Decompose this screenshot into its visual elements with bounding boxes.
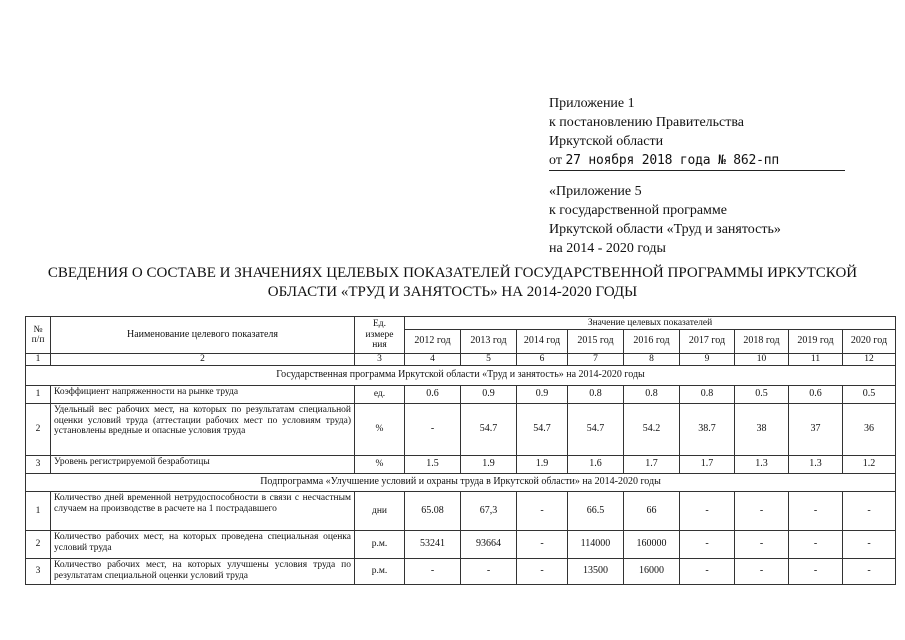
indicator-value: - xyxy=(789,531,843,559)
row-number: 1 xyxy=(26,492,51,531)
indicator-value: 1.7 xyxy=(680,456,735,474)
indicator-name: Коэффициент напряженности на рынке труда xyxy=(51,386,355,404)
indicator-unit: ед. xyxy=(355,386,405,404)
indicator-value: 0.8 xyxy=(568,386,624,404)
indicator-value: - xyxy=(405,559,461,585)
header-unit: Ед. измере ния xyxy=(355,317,405,354)
indicator-value: 1.2 xyxy=(843,456,896,474)
header-year: 2015 год xyxy=(568,330,624,354)
appendix-1-title: Приложение 1 xyxy=(549,96,635,111)
indicator-name: Уровень регистрируемой безработицы xyxy=(51,456,355,474)
indicator-value: 0.8 xyxy=(680,386,735,404)
indicator-value: - xyxy=(517,559,568,585)
decree-line xyxy=(549,151,845,171)
indicator-value: 1.3 xyxy=(735,456,789,474)
decree-date-number: 27 ноября 2018 года № 862-пп xyxy=(565,153,779,168)
indicator-value: 54.2 xyxy=(624,404,680,456)
indicator-value: - xyxy=(680,492,735,531)
indicator-value: 1.9 xyxy=(517,456,568,474)
indicator-value: 0.6 xyxy=(789,386,843,404)
header-year: 2012 год xyxy=(405,330,461,354)
appendix-1-decree xyxy=(549,151,845,171)
column-number: 12 xyxy=(843,354,896,366)
indicator-value: 16000 xyxy=(624,559,680,585)
indicator-value: 13500 xyxy=(568,559,624,585)
column-number: 2 xyxy=(51,354,355,366)
indicator-unit: р.м. xyxy=(355,559,405,585)
header-year: 2017 год xyxy=(680,330,735,354)
column-number: 3 xyxy=(355,354,405,366)
indicator-value: - xyxy=(843,492,896,531)
indicator-value: 37 xyxy=(789,404,843,456)
decree-from-prefix: от xyxy=(549,153,562,168)
indicator-value: 0.9 xyxy=(461,386,517,404)
indicator-value: - xyxy=(405,404,461,456)
indicator-name: Количество рабочих мест, на которых улучшены условия труда по результатам специальной оценки условий труда xyxy=(51,559,355,585)
document-title-line2: ОБЛАСТИ «ТРУД И ЗАНЯТОСТЬ» НА 2014-2020 ГОДЫ xyxy=(267,284,638,300)
header-num: № п/п xyxy=(26,317,51,354)
indicator-value: 54.7 xyxy=(568,404,624,456)
indicator-unit: % xyxy=(355,456,405,474)
document-title xyxy=(20,264,885,302)
indicator-value: 1.3 xyxy=(789,456,843,474)
appendix-5-line3: Иркутской области «Труд и занятость» xyxy=(549,222,781,237)
indicator-value: - xyxy=(735,492,789,531)
indicator-value: 38.7 xyxy=(680,404,735,456)
row-number: 3 xyxy=(26,456,51,474)
table-row xyxy=(26,492,896,531)
appendix-5-line2: к государственной программе xyxy=(549,203,727,218)
document-title-line1: СВЕДЕНИЯ О СОСТАВЕ И ЗНАЧЕНИЯХ ЦЕЛЕВЫХ ПОКАЗАТЕЛЕЙ ГОСУДАРСТВЕННОЙ ПРОГРАММЫ ИРКУТСКОЙ xyxy=(47,265,858,281)
indicator-value: - xyxy=(680,531,735,559)
indicator-value: - xyxy=(843,559,896,585)
indicator-name: Количество рабочих мест, на которых проведена специальная оценка условий труда xyxy=(51,531,355,559)
section-row xyxy=(26,474,896,492)
indicator-unit: % xyxy=(355,404,405,456)
indicator-value: 0.8 xyxy=(624,386,680,404)
column-number: 7 xyxy=(568,354,624,366)
table-row xyxy=(26,531,896,559)
indicator-value: 66.5 xyxy=(568,492,624,531)
indicator-value: 0.5 xyxy=(843,386,896,404)
indicator-value: 36 xyxy=(843,404,896,456)
section-row xyxy=(26,366,896,386)
appendix-5-block xyxy=(549,182,781,258)
table-row xyxy=(26,456,896,474)
column-number: 10 xyxy=(735,354,789,366)
indicators-table xyxy=(25,316,896,585)
column-number: 6 xyxy=(517,354,568,366)
indicator-value: - xyxy=(517,492,568,531)
column-number: 1 xyxy=(26,354,51,366)
column-number: 11 xyxy=(789,354,843,366)
row-number: 2 xyxy=(26,531,51,559)
header-year: 2018 год xyxy=(735,330,789,354)
appendix-5-line4: на 2014 - 2020 годы xyxy=(549,241,666,256)
indicator-name: Удельный вес рабочих мест, на которых по результатам специальной оценки условий труда (аттестации рабочих мест по условиям труда) установлены вредные и опасные условия труда xyxy=(51,404,355,456)
indicator-value: - xyxy=(517,531,568,559)
indicator-value: 1.5 xyxy=(405,456,461,474)
row-number: 1 xyxy=(26,386,51,404)
row-number: 2 xyxy=(26,404,51,456)
appendix-1-line2: к постановлению Правительства xyxy=(549,115,745,130)
column-numbers-row xyxy=(26,354,896,366)
indicator-value: 1.6 xyxy=(568,456,624,474)
table-row xyxy=(26,404,896,456)
appendix-1-line3: Иркутской области xyxy=(549,134,664,149)
indicator-value: 38 xyxy=(735,404,789,456)
header-values-group: Значение целевых показателей xyxy=(405,317,896,330)
indicator-value: 1.9 xyxy=(461,456,517,474)
indicator-value: - xyxy=(680,559,735,585)
indicator-unit: р.м. xyxy=(355,531,405,559)
indicator-value: - xyxy=(735,559,789,585)
indicator-value: 67,3 xyxy=(461,492,517,531)
indicator-value: 0.9 xyxy=(517,386,568,404)
indicator-value: - xyxy=(789,492,843,531)
header-year: 2013 год xyxy=(461,330,517,354)
header-year: 2014 год xyxy=(517,330,568,354)
header-year: 2016 год xyxy=(624,330,680,354)
header-year: 2020 год xyxy=(843,330,896,354)
indicator-unit: дни xyxy=(355,492,405,531)
section-title: Государственная программа Иркутской области «Труд и занятость» на 2014-2020 годы xyxy=(26,366,896,386)
column-number: 8 xyxy=(624,354,680,366)
indicator-value: 54.7 xyxy=(517,404,568,456)
column-number: 5 xyxy=(461,354,517,366)
indicator-value: - xyxy=(461,559,517,585)
indicator-name: Количество дней временной нетрудоспособности в связи с несчастным случаем на производстве в расчете на 1 пострадавшего xyxy=(51,492,355,531)
table-row xyxy=(26,386,896,404)
indicator-value: 66 xyxy=(624,492,680,531)
column-number: 9 xyxy=(680,354,735,366)
section-title: Подпрограмма «Улучшение условий и охраны труда в Иркутской области» на 2014-2020 годы xyxy=(26,474,896,492)
indicator-value: 65.08 xyxy=(405,492,461,531)
indicator-value: 54.7 xyxy=(461,404,517,456)
table-row xyxy=(26,559,896,585)
indicator-value: - xyxy=(789,559,843,585)
appendix-1-block xyxy=(549,94,845,171)
header-year: 2019 год xyxy=(789,330,843,354)
indicator-value: 0.5 xyxy=(735,386,789,404)
indicator-value: 53241 xyxy=(405,531,461,559)
row-number: 3 xyxy=(26,559,51,585)
appendix-5-title: «Приложение 5 xyxy=(549,184,642,199)
indicator-value: 160000 xyxy=(624,531,680,559)
indicator-value: 114000 xyxy=(568,531,624,559)
header-name: Наименование целевого показателя xyxy=(51,317,355,354)
indicator-value: 0.6 xyxy=(405,386,461,404)
indicator-value: - xyxy=(843,531,896,559)
indicator-value: 1.7 xyxy=(624,456,680,474)
indicator-value: - xyxy=(735,531,789,559)
indicator-value: 93664 xyxy=(461,531,517,559)
header-row-1 xyxy=(26,317,896,330)
column-number: 4 xyxy=(405,354,461,366)
